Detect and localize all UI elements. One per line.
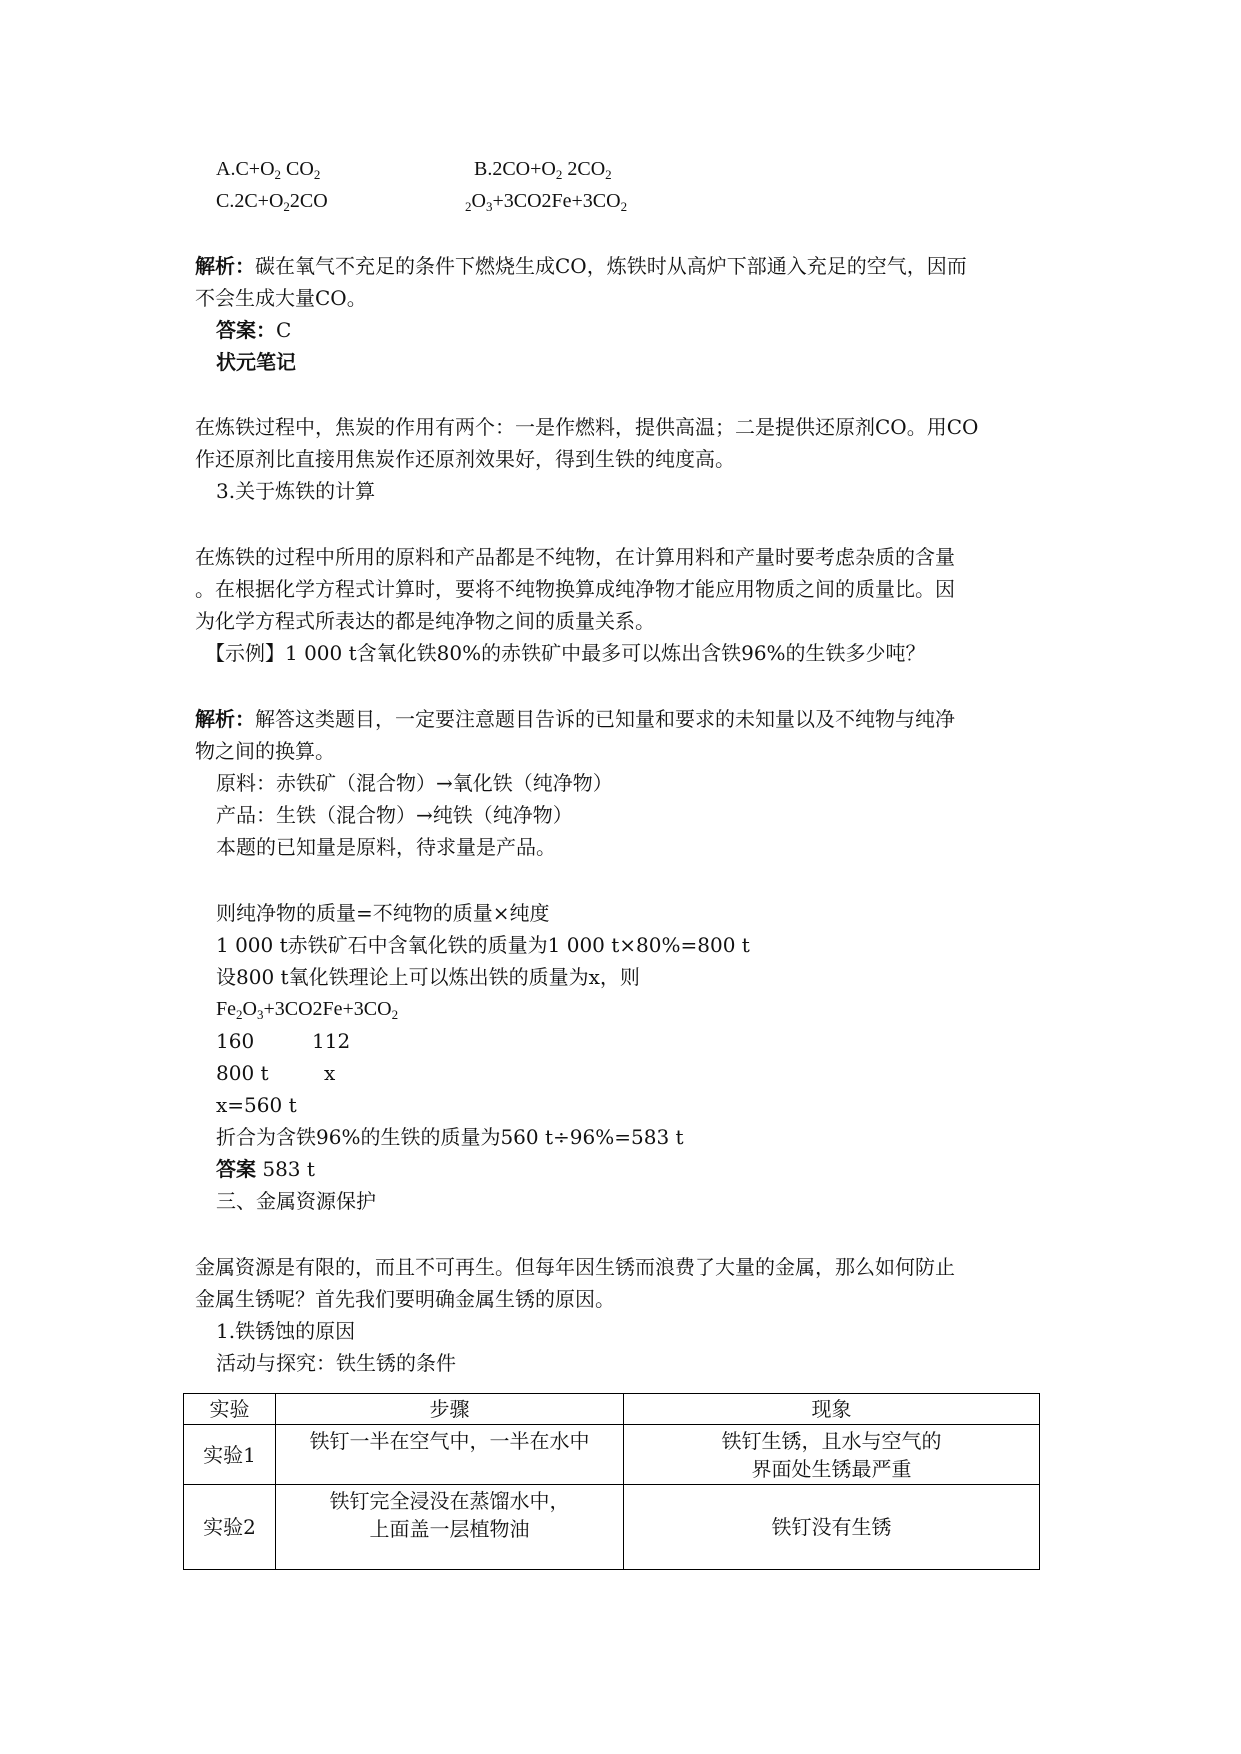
table-header-row (184, 1394, 1040, 1425)
calc-step-2: 设800 t氧化铁理论上可以炼出铁的质量为x，则 (216, 965, 640, 989)
raw-material: 原料：赤铁矿（混合物）→氧化铁（纯净物） (216, 771, 613, 795)
option-c: $C.2C+O_22CO$ (216, 190, 328, 214)
calc-step-1: 1 000 t赤铁矿石中含氧化铁的质量为1 000 t×80%=800 t (216, 933, 750, 957)
known-quantity: 本题的已知量是原料，待求量是产品。 (216, 835, 556, 859)
analysis-2-line-2: 物之间的换算。 (195, 739, 335, 763)
subsection-1: 1.铁锈蚀的原因 (216, 1319, 356, 1343)
experiment-step: 铁钉一半在空气中，一半在水中 (276, 1425, 624, 1485)
table-header-cell: 实验 (184, 1394, 276, 1425)
experiment-step: 铁钉完全浸没在蒸馏水中， 上面盖一层植物油 (276, 1485, 624, 1570)
analysis-1-line-1: 解析：碳在氧气不充足的条件下燃烧生成CO，炼铁时从高炉下部通入充足的空气，因而 (195, 254, 967, 278)
experiment-result: 铁钉生锈，且水与空气的 界面处生锈最严重 (624, 1425, 1040, 1485)
protect-intro-line-1: 金属资源是有限的，而且不可再生。但每年因生锈而浪费了大量的金属，那么如何防止 (195, 1255, 955, 1279)
product: 产品：生铁（混合物）→纯铁（纯净物） (216, 803, 573, 827)
mass-ratio-b: 112 (312, 1029, 351, 1053)
analysis-label: 解析： (195, 254, 255, 278)
experiment-result: 铁钉没有生锈 (624, 1485, 1040, 1570)
table-row (184, 1485, 1040, 1570)
calc-intro-line-3: 为化学方程式所表达的都是纯净物之间的质量关系。 (195, 609, 655, 633)
section-3-heading: 3.关于炼铁的计算 (216, 479, 376, 503)
option-a: $A.C+O_2$ $CO_2$ (216, 158, 321, 182)
note-heading: 状元笔记 (216, 350, 296, 374)
experiment-name: 实验1 (184, 1425, 276, 1485)
example: 【示例】1 000 t含氧化铁80%的赤铁矿中最多可以炼出含铁96%的生铁多少吨？ (205, 641, 926, 665)
calc-convert: 折合为含铁96%的生铁的质量为560 t÷96%=583 t (216, 1125, 684, 1149)
analysis-1-line-2: 不会生成大量CO。 (195, 286, 367, 310)
table-row (184, 1425, 1040, 1485)
calc-intro-line-1: 在炼铁的过程中所用的原料和产品都是不纯物，在计算用料和产量时要考虑杂质的含量 (195, 545, 955, 569)
protect-intro-line-2: 金属生锈呢？首先我们要明确金属生锈的原因。 (195, 1287, 615, 1311)
table-header-cell: 现象 (624, 1394, 1040, 1425)
chemical-equation: $Fe_2O_3+3CO2Fe+3CO_2$ (216, 998, 399, 1022)
note-line-2: 作还原剂比直接用焦炭作还原剂效果好，得到生铁的纯度高。 (195, 447, 735, 471)
answer-1: 答案：C (216, 318, 292, 342)
unknown-mass: x (324, 1061, 336, 1085)
analysis-2-line-1: 解析：解答这类题目，一定要注意题目告诉的已知量和要求的未知量以及不纯物与纯净 (195, 707, 955, 731)
option-d: $_2O_3+3CO2Fe+3CO_2$ (465, 190, 628, 214)
calc-intro-line-2: 。在根据化学方程式计算时，要将不纯物换算成纯净物才能应用物质之间的质量比。因 (195, 577, 955, 601)
mass-ratio-a: 160 (216, 1029, 255, 1053)
known-mass: 800 t (216, 1061, 269, 1085)
purity-formula: 则纯净物的质量=不纯物的质量×纯度 (216, 901, 550, 925)
answer-2: 答案 583 t (216, 1157, 315, 1181)
activity-title: 活动与探究：铁生锈的条件 (216, 1351, 456, 1375)
section-protect-heading: 三、金属资源保护 (216, 1189, 376, 1213)
note-line-1: 在炼铁过程中，焦炭的作用有两个：一是作燃料，提供高温；二是提供还原剂CO。用CO (195, 415, 979, 439)
option-b: $B.2CO+O_2$ $2CO_2$ (474, 158, 612, 182)
experiment-table (183, 1393, 1040, 1570)
calc-result: x=560 t (216, 1093, 297, 1117)
experiment-name: 实验2 (184, 1485, 276, 1570)
table-header-cell: 步骤 (276, 1394, 624, 1425)
